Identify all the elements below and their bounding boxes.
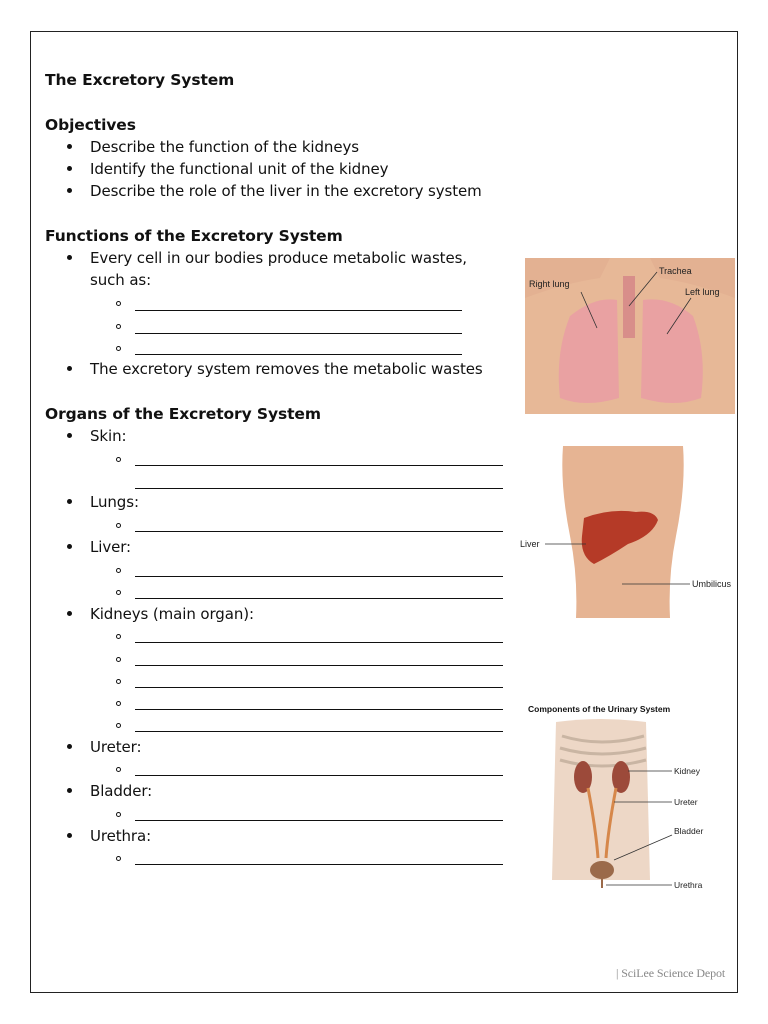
liver-figure — [518, 446, 738, 618]
sub-bullet-icon — [116, 523, 121, 528]
bullet-icon — [67, 788, 72, 793]
answer-line[interactable] — [135, 687, 503, 688]
label-trachea: Trachea — [659, 266, 692, 276]
organ-label-urethra: Urethra: — [90, 827, 152, 845]
footer-credit: | SciLee Science Depot — [616, 966, 726, 980]
label-urethra: Urethra — [674, 880, 703, 890]
answer-line[interactable] — [135, 775, 503, 776]
sub-bullet-icon — [116, 723, 121, 728]
organ-label-lungs: Lungs: — [90, 493, 139, 511]
objective-item: Describe the role of the liver in the excretory system — [90, 182, 482, 200]
bullet-icon — [67, 833, 72, 838]
answer-line[interactable] — [135, 864, 503, 865]
functions-heading: Functions of the Excretory System — [45, 227, 343, 245]
answer-line[interactable] — [135, 820, 503, 821]
answer-line[interactable] — [135, 731, 503, 732]
organ-label-skin: Skin: — [90, 427, 127, 445]
answer-line[interactable] — [135, 642, 503, 643]
bullet-icon — [67, 499, 72, 504]
bullet-icon — [67, 188, 72, 193]
bullet-icon — [67, 366, 72, 371]
functions-item-text: Every cell in our bodies produce metabolic wastes, — [90, 249, 467, 267]
lungs-figure — [525, 258, 735, 414]
label-bladder: Bladder — [674, 826, 704, 836]
organ-label-ureter: Ureter: — [90, 738, 142, 756]
organ-label-kidneys: Kidneys (main organ): — [90, 605, 254, 623]
answer-line[interactable] — [135, 709, 503, 710]
bullet-icon — [67, 744, 72, 749]
answer-line[interactable] — [135, 576, 503, 577]
label-ureter: Ureter — [674, 797, 698, 807]
trachea-shape — [623, 276, 635, 338]
sub-bullet-icon — [116, 812, 121, 817]
bullet-icon — [67, 144, 72, 149]
sub-bullet-icon — [116, 324, 121, 329]
label-left-lung: Left lung — [685, 287, 720, 297]
answer-line[interactable] — [135, 665, 503, 666]
organs-heading: Organs of the Excretory System — [45, 405, 321, 423]
sub-bullet-icon — [116, 590, 121, 595]
answer-line[interactable] — [135, 465, 503, 466]
functions-item-text: such as: — [90, 271, 152, 289]
organ-label-bladder: Bladder: — [90, 782, 153, 800]
page-title: The Excretory System — [45, 71, 235, 89]
sub-bullet-icon — [116, 856, 121, 861]
bullet-icon — [67, 544, 72, 549]
answer-line[interactable] — [135, 354, 462, 355]
answer-line[interactable] — [135, 488, 503, 489]
label-liver: Liver — [520, 539, 540, 549]
bullet-icon — [67, 255, 72, 260]
objective-item: Identify the functional unit of the kidney — [90, 160, 389, 178]
sub-bullet-icon — [116, 767, 121, 772]
sub-bullet-icon — [116, 634, 121, 639]
sub-bullet-icon — [116, 568, 121, 573]
answer-line[interactable] — [135, 333, 462, 334]
bladder-shape — [590, 861, 614, 879]
sub-bullet-icon — [116, 301, 121, 306]
urinary-figure-title: Components of the Urinary System — [528, 704, 671, 714]
bullet-icon — [67, 433, 72, 438]
sub-bullet-icon — [116, 679, 121, 684]
sub-bullet-icon — [116, 346, 121, 351]
label-kidney: Kidney — [674, 766, 700, 776]
label-right-lung: Right lung — [529, 279, 570, 289]
functions-item-text: The excretory system removes the metabolic wastes — [90, 360, 483, 378]
objectives-heading: Objectives — [45, 116, 136, 134]
answer-line[interactable] — [135, 310, 462, 311]
sub-bullet-icon — [116, 457, 121, 462]
label-umbilicus: Umbilicus — [692, 579, 732, 589]
urinary-figure — [526, 700, 726, 896]
answer-line[interactable] — [135, 598, 503, 599]
bullet-icon — [67, 166, 72, 171]
answer-line[interactable] — [135, 531, 503, 532]
bullet-icon — [67, 611, 72, 616]
organ-label-liver: Liver: — [90, 538, 131, 556]
sub-bullet-icon — [116, 701, 121, 706]
sub-bullet-icon — [116, 657, 121, 662]
objective-item: Describe the function of the kidneys — [90, 138, 359, 156]
